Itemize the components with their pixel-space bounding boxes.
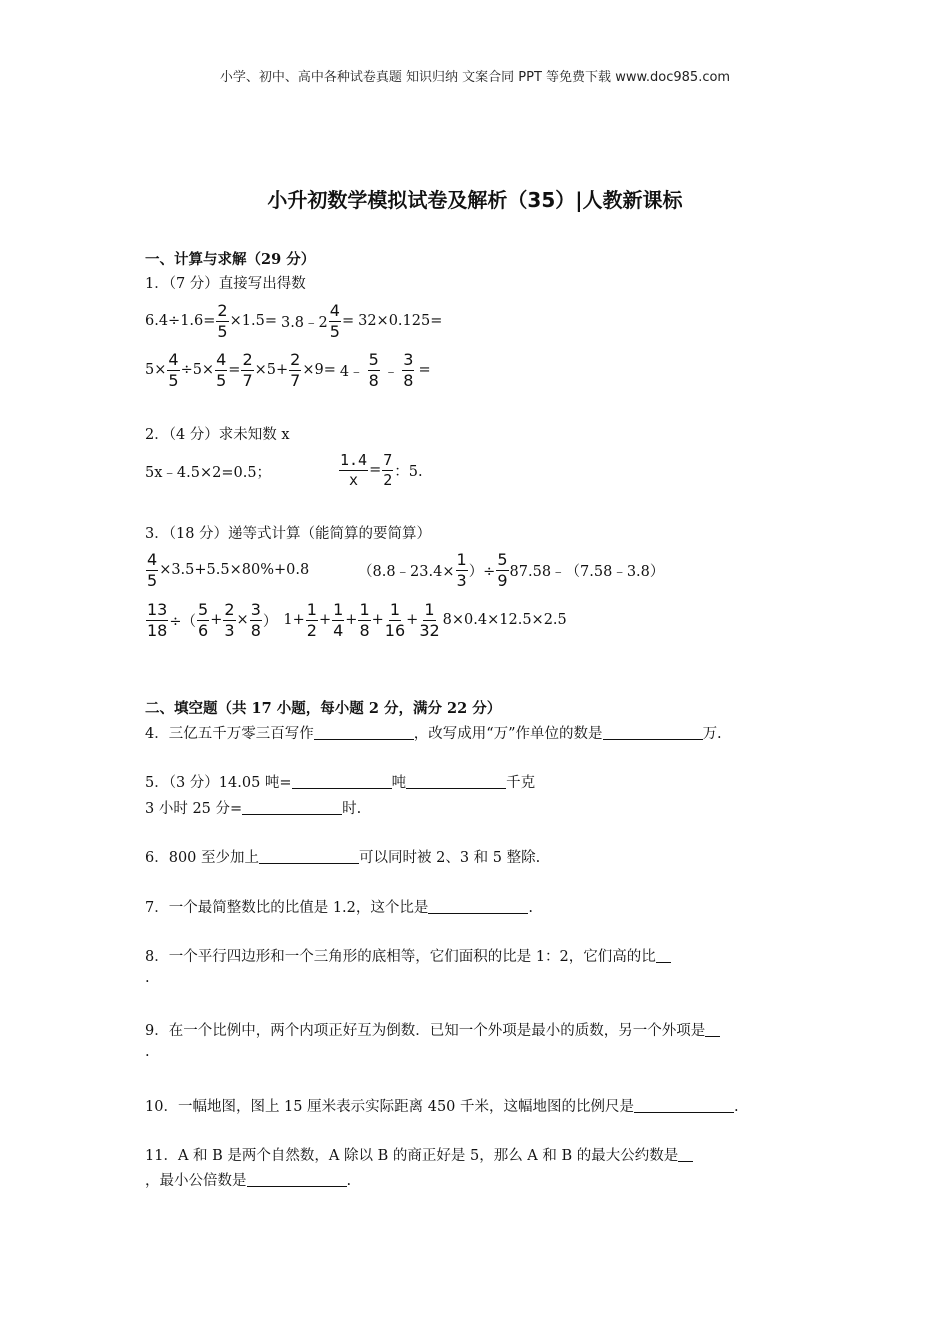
expr-text: + <box>345 612 358 628</box>
question-2-label: 2．（4 分）求未知数 x <box>145 427 290 443</box>
fraction: $\frac{5}{9}$ <box>497 549 508 590</box>
fraction: $\frac{5}{6}$ <box>198 599 209 640</box>
fraction: $\frac{1}{3}$ <box>456 549 467 590</box>
fraction: $\frac{1}{16}$ <box>384 599 406 640</box>
question-3-expr-d <box>145 598 567 642</box>
answer-blank[interactable] <box>406 774 506 789</box>
question-7: 7．一个最简整数比的比值是 1.2，这个比是 . <box>145 900 534 916</box>
question-6: 6．800 至少加上 可以同时被 2、3 和 5 整除. <box>145 850 541 866</box>
question-11-part-2: ，最小公倍数是 . <box>145 1173 352 1189</box>
fraction: $\frac{2}{7}$ <box>290 349 301 390</box>
fraction: $\frac{3}{8}$ <box>403 349 414 390</box>
question-10: 10．一幅地图，图上 15 厘米表示实际距离 450 千米，这幅地图的比例尺是 . <box>145 1099 739 1115</box>
expr-text: = <box>418 362 431 378</box>
expr-text: + <box>318 612 332 628</box>
fraction: $\frac{1}{4}$ <box>333 599 344 640</box>
expr-text: ÷5× <box>180 362 215 378</box>
expr-text: ：5. <box>394 463 423 480</box>
fraction: $\frac{4}{5}$ <box>147 549 158 590</box>
question-9: 9．在一个比例中，两个内项正好互为倒数．已知一个外项是最小的质数，另一个外项是 <box>145 1019 720 1040</box>
fraction: $\frac{4}{5}$ <box>168 349 179 390</box>
answer-blank[interactable] <box>603 725 703 740</box>
question-3-expr-a <box>145 548 309 592</box>
question-11: 11．A 和 B 是两个自然数，A 除以 B 的商正好是 5，那么 A 和 B 的最大公约数是 <box>145 1144 693 1165</box>
expr-text: ﹣ <box>383 363 399 380</box>
fraction: $\frac{1.4}{x}$ <box>340 450 368 489</box>
question-2-equation-1: 5x﹣4.5×2=0.5； <box>145 465 272 481</box>
fraction: $\frac{1}{32}$ <box>419 599 440 640</box>
question-1-row-1 <box>145 300 442 342</box>
expr-text: 3.8﹣2 <box>280 314 328 331</box>
answer-blank[interactable] <box>656 948 671 963</box>
expr-text: × <box>236 612 249 628</box>
expr-text: 8×0.4×12.5×2.5 <box>442 612 567 628</box>
answer-blank[interactable] <box>259 849 359 864</box>
expr-text: ×3.5+5.5×80%+0.8 <box>159 562 310 578</box>
fraction: $\frac{4}{5}$ <box>216 349 227 390</box>
fraction: $\frac{7}{2}$ <box>383 450 393 489</box>
question-1-row-2 <box>145 348 431 392</box>
fraction: $\frac{2}{3}$ <box>224 599 235 640</box>
expr-text: = <box>228 362 241 378</box>
fraction: $\frac{1}{8}$ <box>359 599 370 640</box>
question-5-part-2: 3 小时 25 分= 时. <box>145 801 362 817</box>
expr-text: ×9= <box>302 362 336 378</box>
expr-text: = <box>341 313 355 329</box>
expr-text: ） <box>262 613 278 630</box>
expr-text: + <box>406 612 419 628</box>
expr-text: 5× <box>145 362 167 378</box>
fraction: $\frac{13}{18}$ <box>147 599 168 640</box>
expr-text: 87.58﹣（7.58﹣3.8） <box>509 563 665 580</box>
fraction: $\frac{2}{5}$ <box>217 300 228 341</box>
question-3-expr-b <box>358 548 664 592</box>
expr-text: = <box>369 462 382 478</box>
answer-blank[interactable] <box>247 1172 347 1187</box>
expr-text: 1+ <box>283 612 305 628</box>
fraction: $\frac{5}{8}$ <box>368 349 379 390</box>
expr-text: ÷（ <box>169 613 197 630</box>
expr-text: ×1.5= <box>229 313 277 329</box>
section-heading-2: 二、填空题（共 17 小题，每小题 2 分，满分 22 分） <box>145 700 502 717</box>
expr-text: ×5+ <box>254 362 289 378</box>
question-1-label: 1．（7 分）直接写出得数 <box>145 276 306 292</box>
expr-text: 32×0.125= <box>358 313 443 329</box>
expr-text: （8.8﹣23.4× <box>358 563 455 580</box>
answer-blank[interactable] <box>634 1098 734 1113</box>
fraction: $\frac{2}{7}$ <box>242 349 253 390</box>
answer-blank[interactable] <box>242 800 342 815</box>
expr-text: + <box>210 612 223 628</box>
fraction: $\frac{1}{2}$ <box>306 599 317 640</box>
question-3-label: 3．（18 分）递等式计算（能简算的要简算） <box>145 526 432 542</box>
expr-text: ）÷ <box>468 563 496 580</box>
question-4: 4．三亿五千万零三百写作 ，改写成用“万”作单位的数是 万. <box>145 726 722 742</box>
question-5: 5．（3 分）14.05 吨= 吨 千克 <box>145 775 536 791</box>
answer-blank[interactable] <box>292 774 392 789</box>
page-title: 小升初数学模拟试卷及解析（35）|人教新课标 <box>267 188 683 212</box>
expr-text: 4﹣ <box>339 363 364 380</box>
fraction: $\frac{3}{8}$ <box>250 599 261 640</box>
question-9-end: . <box>145 1044 150 1060</box>
answer-blank[interactable] <box>678 1147 693 1162</box>
fraction: $\frac{4}{5}$ <box>329 300 340 341</box>
expr-text: + <box>371 612 384 628</box>
answer-blank[interactable] <box>428 899 528 914</box>
expr-text: 6.4÷1.6= <box>145 313 216 329</box>
answer-blank[interactable] <box>705 1022 720 1037</box>
answer-blank[interactable] <box>314 725 414 740</box>
question-8: 8．一个平行四边形和一个三角形的底相等，它们面积的比是 1：2，它们高的比 <box>145 945 671 966</box>
page-header: 小学、初中、高中各种试卷真题 知识归纳 文案合同 PPT 等免费下载 www.doc985.com <box>219 70 731 85</box>
section-heading-1: 一、计算与求解（29 分） <box>145 251 316 268</box>
question-2-equation-2 <box>338 448 423 492</box>
question-8-end: . <box>145 970 150 986</box>
